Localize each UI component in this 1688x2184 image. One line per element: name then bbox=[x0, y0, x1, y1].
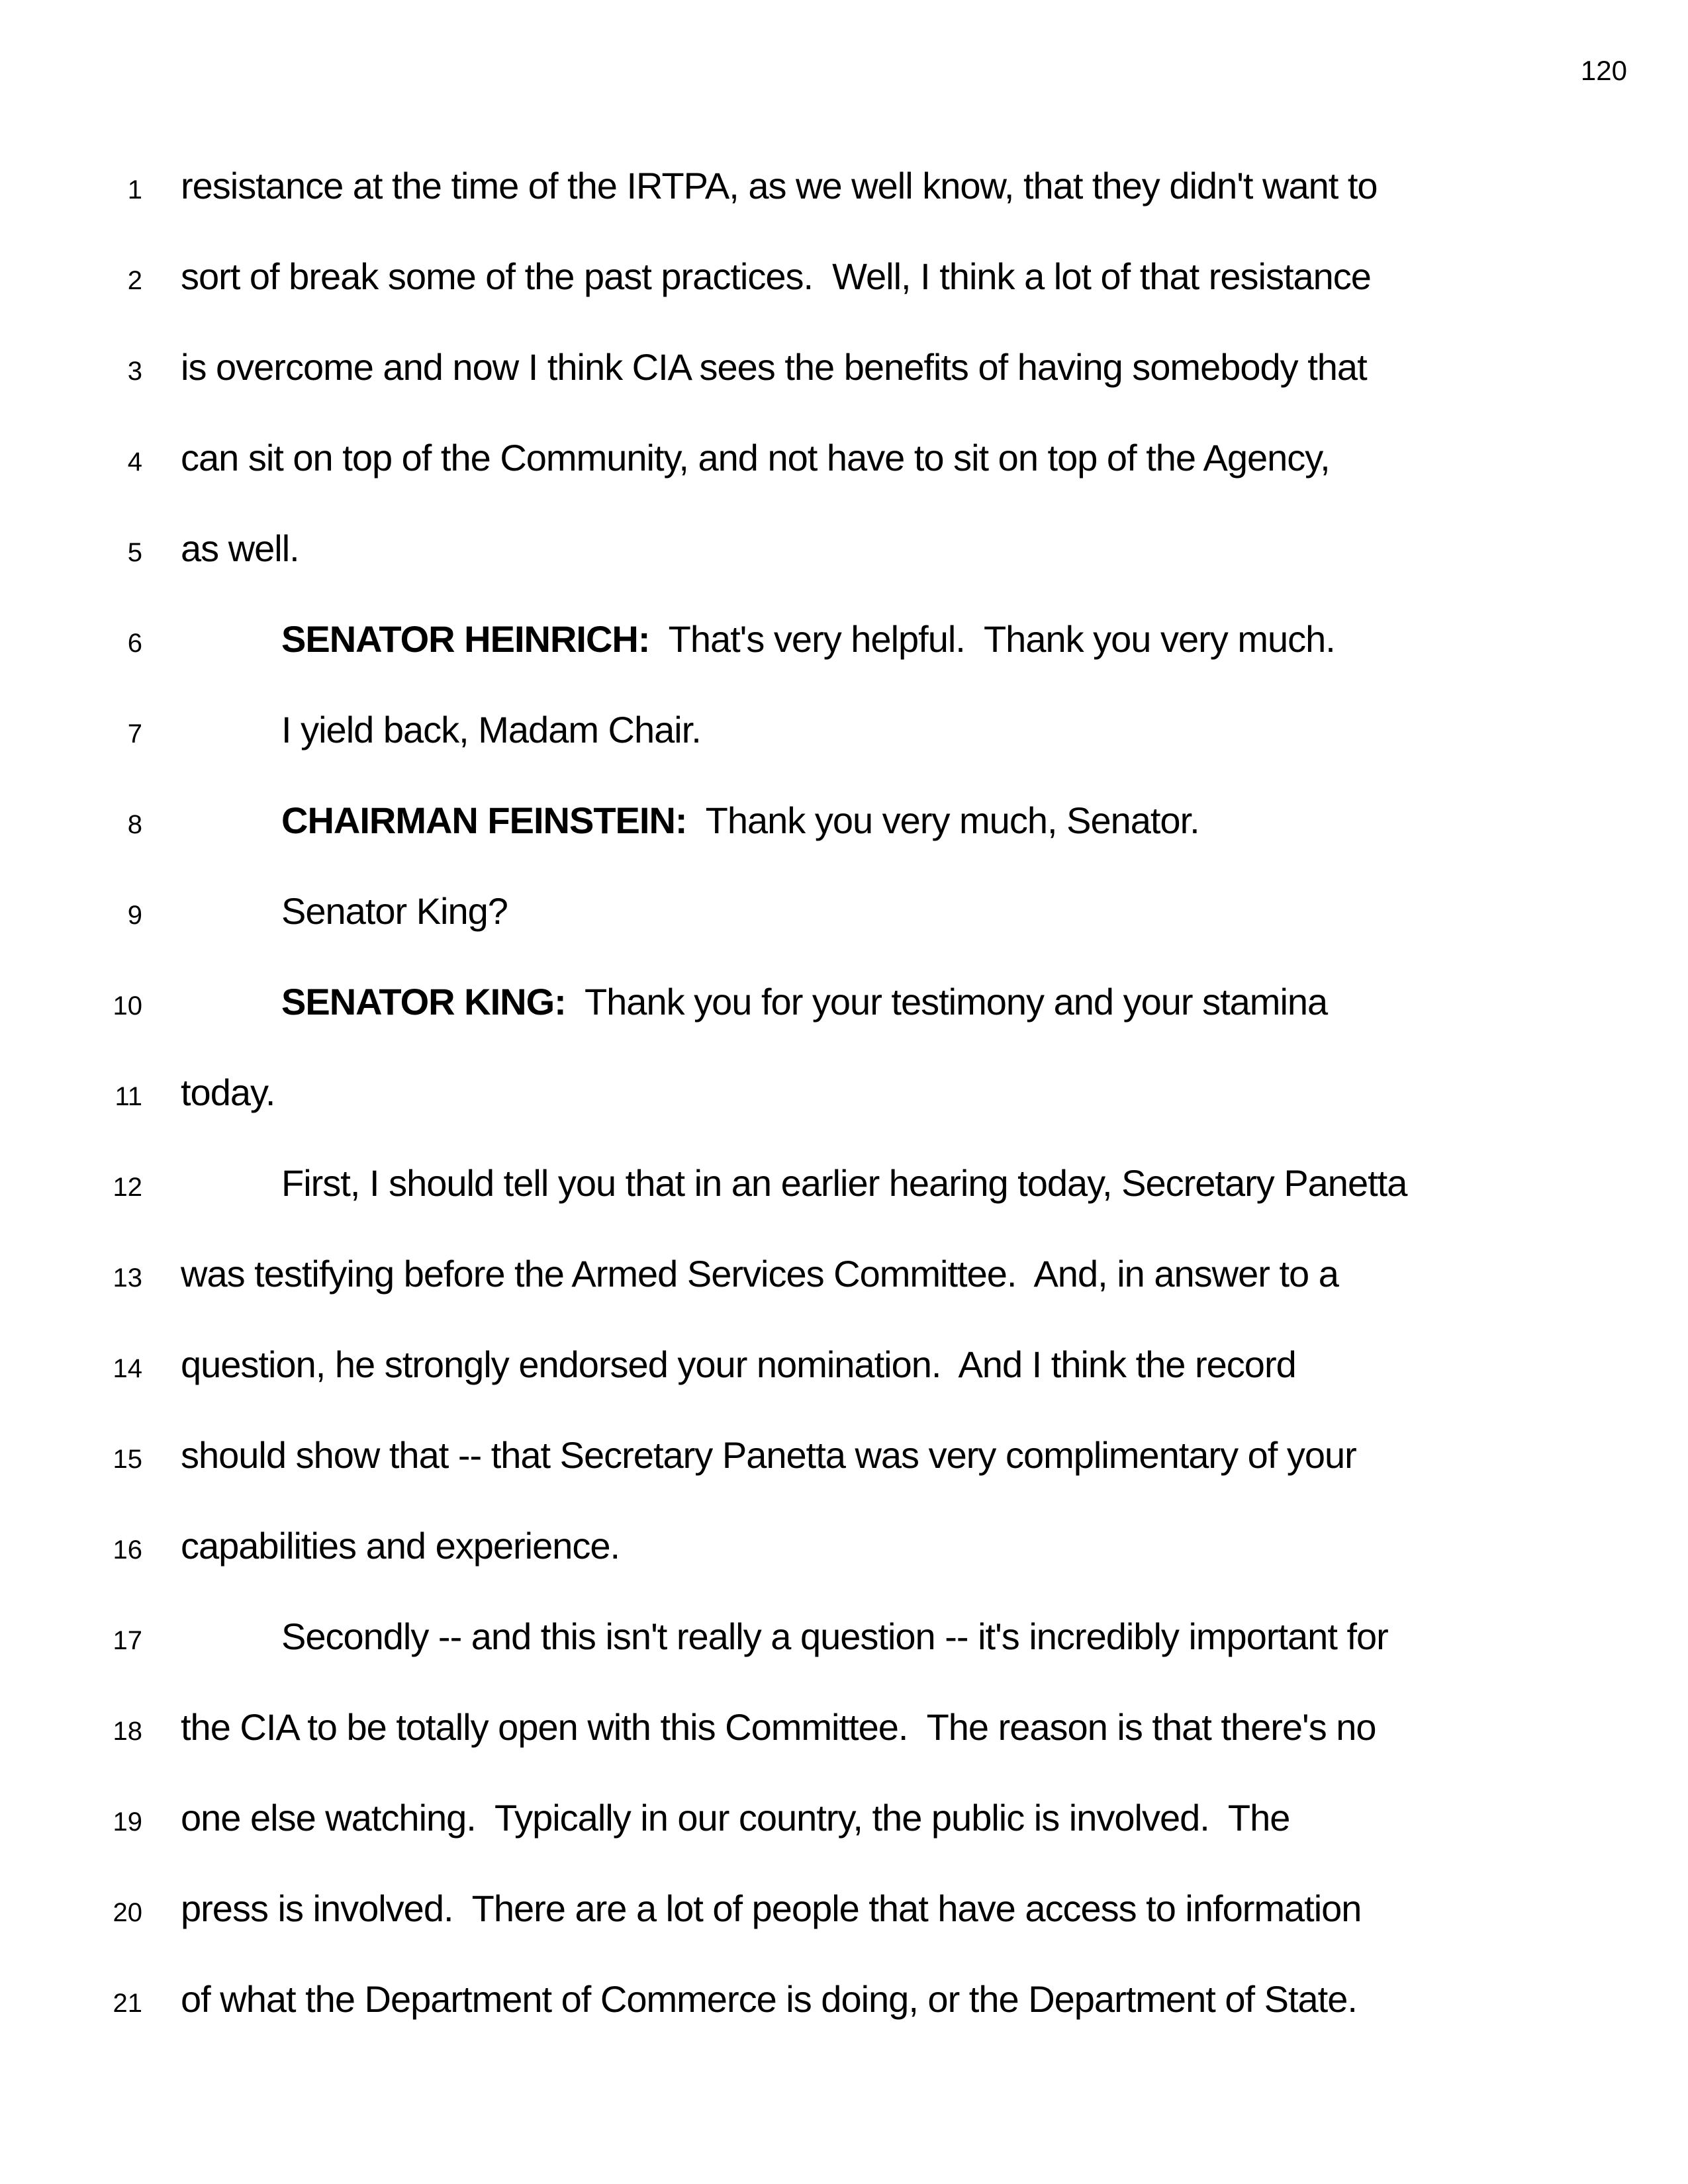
line-text: I yield back, Madam Chair. bbox=[281, 709, 701, 751]
transcript-line bbox=[0, 1319, 1688, 1410]
transcript-line bbox=[0, 1863, 1688, 1954]
line-number: 5 bbox=[127, 538, 142, 567]
transcript-line bbox=[0, 1047, 1688, 1138]
line-text: Secondly -- and this isn't really a question -- it's incredibly important for bbox=[281, 1615, 1388, 1657]
line-number: 21 bbox=[113, 1989, 142, 2018]
line-text: question, he strongly endorsed your nomination. And I think the record bbox=[181, 1343, 1296, 1385]
line-number: 20 bbox=[113, 1898, 142, 1927]
line-number: 19 bbox=[113, 1807, 142, 1837]
line-number: 8 bbox=[127, 810, 142, 839]
line-number: 14 bbox=[113, 1354, 142, 1383]
transcript-line bbox=[0, 412, 1688, 503]
speaker-name: CHAIRMAN FEINSTEIN: bbox=[281, 799, 687, 841]
line-number: 15 bbox=[113, 1445, 142, 1474]
line-number: 13 bbox=[113, 1263, 142, 1293]
line-text: resistance at the time of the IRTPA, as we well know, that they didn't want to bbox=[181, 165, 1378, 206]
transcript-line bbox=[0, 322, 1688, 412]
line-text: SENATOR HEINRICH: That's very helpful. Thank you very much. bbox=[281, 618, 1335, 660]
speaker-name: SENATOR HEINRICH: bbox=[281, 618, 650, 660]
transcript-line bbox=[0, 1410, 1688, 1500]
line-text: can sit on top of the Community, and not have to sit on top of the Agency, bbox=[181, 437, 1330, 478]
transcript-line bbox=[0, 866, 1688, 956]
line-text: was testifying before the Armed Services Committee. And, in answer to a bbox=[181, 1253, 1338, 1295]
line-text: SENATOR KING: Thank you for your testimony and your stamina bbox=[281, 981, 1328, 1023]
line-text: is overcome and now I think CIA sees the benefits of having somebody that bbox=[181, 346, 1367, 388]
line-number: 7 bbox=[127, 719, 142, 749]
transcript-lines bbox=[0, 140, 1688, 2044]
line-text: Senator King? bbox=[281, 890, 508, 932]
line-text: press is involved. There are a lot of people that have access to information bbox=[181, 1888, 1362, 1929]
line-number: 18 bbox=[113, 1717, 142, 1746]
transcript-line bbox=[0, 1954, 1688, 2044]
line-number: 3 bbox=[127, 357, 142, 386]
transcript-line bbox=[0, 503, 1688, 594]
line-text: as well. bbox=[181, 527, 299, 569]
line-number: 17 bbox=[113, 1626, 142, 1655]
transcript-line bbox=[0, 1772, 1688, 1863]
line-text: of what the Department of Commerce is doing, or the Department of State. bbox=[181, 1978, 1357, 2020]
line-text: should show that -- that Secretary Panetta was very complimentary of your bbox=[181, 1434, 1356, 1476]
speaker-name: SENATOR KING: bbox=[281, 981, 566, 1023]
transcript-line bbox=[0, 956, 1688, 1047]
transcript-line bbox=[0, 1682, 1688, 1772]
page-number: 120 bbox=[1580, 55, 1627, 86]
transcript-line bbox=[0, 1591, 1688, 1682]
line-number: 16 bbox=[113, 1535, 142, 1565]
transcript-line bbox=[0, 775, 1688, 866]
transcript-line bbox=[0, 684, 1688, 775]
line-number: 12 bbox=[113, 1173, 142, 1202]
transcript-line bbox=[0, 1228, 1688, 1319]
line-number: 2 bbox=[127, 266, 142, 295]
line-text: capabilities and experience. bbox=[181, 1525, 620, 1567]
line-number: 11 bbox=[115, 1082, 142, 1111]
line-number: 6 bbox=[127, 629, 142, 658]
line-number: 1 bbox=[127, 175, 142, 205]
line-text: First, I should tell you that in an earlier hearing today, Secretary Panetta bbox=[281, 1162, 1407, 1204]
line-text: CHAIRMAN FEINSTEIN: Thank you very much, Senator. bbox=[281, 799, 1199, 841]
line-text: the CIA to be totally open with this Committee. The reason is that there's no bbox=[181, 1706, 1376, 1748]
line-text: one else watching. Typically in our country, the public is involved. The bbox=[181, 1797, 1290, 1839]
transcript-line bbox=[0, 1138, 1688, 1228]
line-text: today. bbox=[181, 1071, 275, 1113]
line-number: 10 bbox=[113, 991, 142, 1021]
transcript-line bbox=[0, 231, 1688, 322]
line-number: 4 bbox=[127, 447, 142, 477]
transcript-line bbox=[0, 140, 1688, 231]
line-number: 9 bbox=[127, 901, 142, 930]
line-text: sort of break some of the past practices. Well, I think a lot of that resistance bbox=[181, 255, 1371, 297]
transcript-line bbox=[0, 594, 1688, 684]
transcript-line bbox=[0, 1500, 1688, 1591]
